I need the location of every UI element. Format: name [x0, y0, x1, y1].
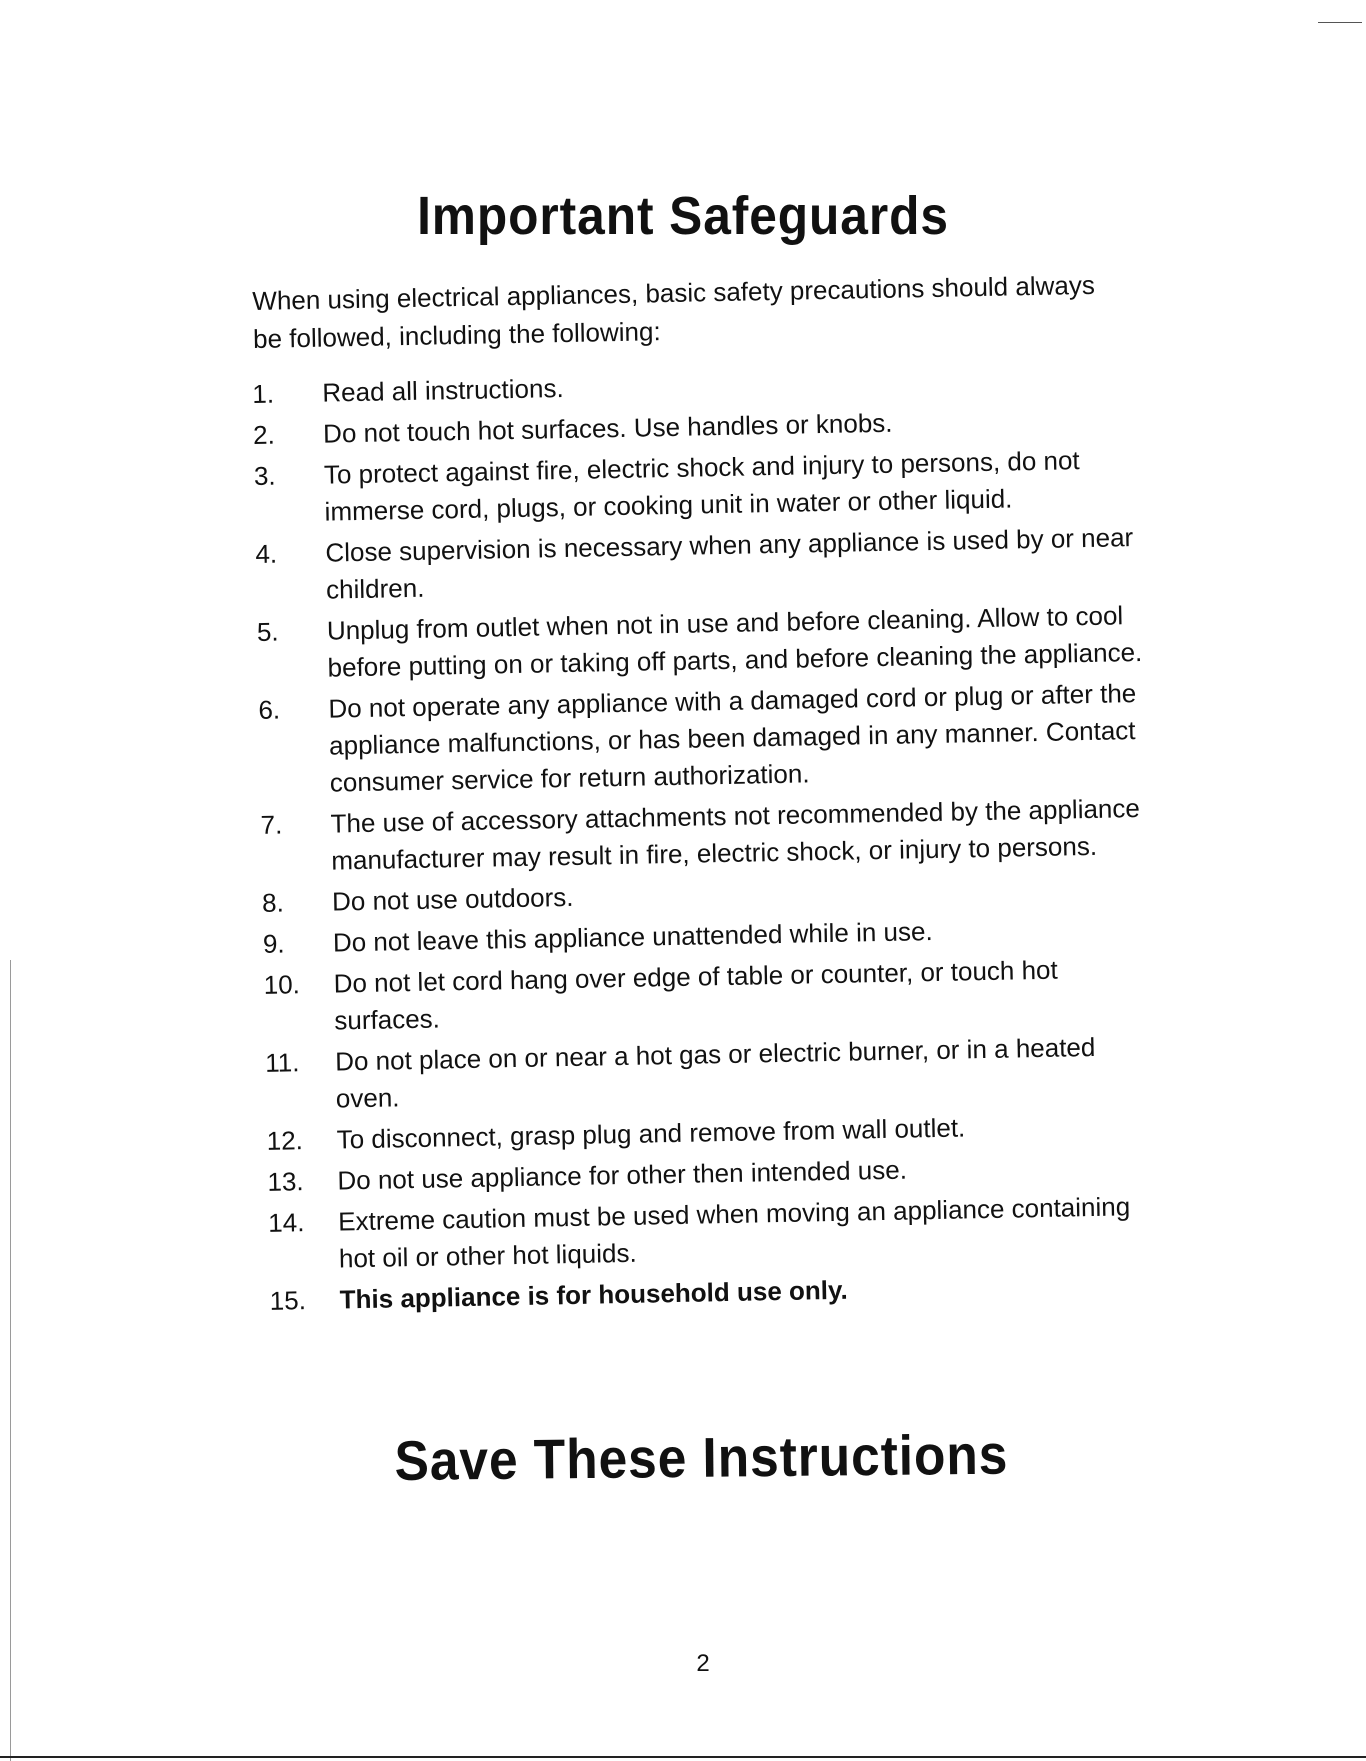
item-number: 14. [267, 1207, 305, 1238]
item-number: 1. [252, 378, 275, 409]
item-text: Extreme caution must be used when moving an appliance containing hot oil or other hot liquids. [337, 1191, 1131, 1274]
item-text: Do not use appliance for other then intended use. [337, 1154, 908, 1196]
scan-mark [1318, 22, 1362, 23]
item-number: 11. [264, 1047, 300, 1078]
item-text: The use of accessory attachments not recommended by the appliance manufacturer may result in fire, electric shock, or injury to persons. [330, 793, 1141, 876]
item-number: 12. [266, 1125, 304, 1156]
list-item [254, 441, 1155, 532]
scan-edge [0, 1756, 1366, 1758]
page-title: Important Safeguards [417, 186, 949, 246]
item-text: To disconnect, grasp plug and remove from wall outlet. [336, 1112, 966, 1155]
item-number: 10. [263, 969, 301, 1000]
intro-paragraph: When using electrical appliances, basic safety precautions should always be followed, including the following: [252, 269, 1096, 354]
item-number: 6. [258, 694, 281, 725]
list-item [265, 1028, 1166, 1119]
footer-title: Save These Instructions [394, 1422, 1009, 1493]
item-text: Do not operate any appliance with a damaged cord or plug or after the appliance malfunctions, or has been damaged in any manner. Contact consumer service for return authorization. [328, 678, 1137, 798]
item-text: Do not leave this appliance unattended while in use. [332, 916, 933, 958]
safeguards-list [252, 359, 1170, 1324]
item-number: 5. [256, 616, 279, 647]
list-item [257, 597, 1158, 688]
item-number: 7. [260, 809, 283, 840]
item-number: 8. [261, 887, 285, 918]
item-text: Do not place on or near a hot gas or electric burner, or in a heated oven. [334, 1031, 1096, 1114]
item-number: 13. [267, 1166, 304, 1197]
item-text: Do not use outdoors. [331, 881, 574, 917]
item-text: Do not touch hot surfaces. Use handles or knobs. [322, 407, 893, 449]
item-text: To protect against fire, electric shock and injury to persons, do not immerse cord, plugs, or cooking unit in water or other liquid. [323, 445, 1080, 527]
item-number: 4. [255, 538, 278, 569]
list-item [260, 790, 1161, 881]
list-item [258, 675, 1160, 803]
list-item [263, 950, 1164, 1041]
item-text: Unplug from outlet when not in use and before cleaning. Allow to cool before putting on or taking off parts, and before cleaning the appliance. [326, 600, 1143, 683]
item-text: Read all instructions. [322, 373, 564, 408]
item-text: This appliance is for household use only. [339, 1274, 848, 1315]
item-number: 3. [253, 460, 276, 491]
list-item [268, 1188, 1169, 1279]
scan-edge [10, 960, 11, 1761]
page-number: 2 [696, 1650, 710, 1677]
item-text: Close supervision is necessary when any appliance is used by or near children. [325, 522, 1134, 605]
item-number: 15. [269, 1285, 307, 1316]
item-number: 9. [262, 928, 285, 959]
list-item [255, 519, 1156, 610]
item-number: 2. [252, 419, 276, 450]
item-text: Do not let cord hang over edge of table or counter, or touch hot surfaces. [333, 954, 1058, 1036]
